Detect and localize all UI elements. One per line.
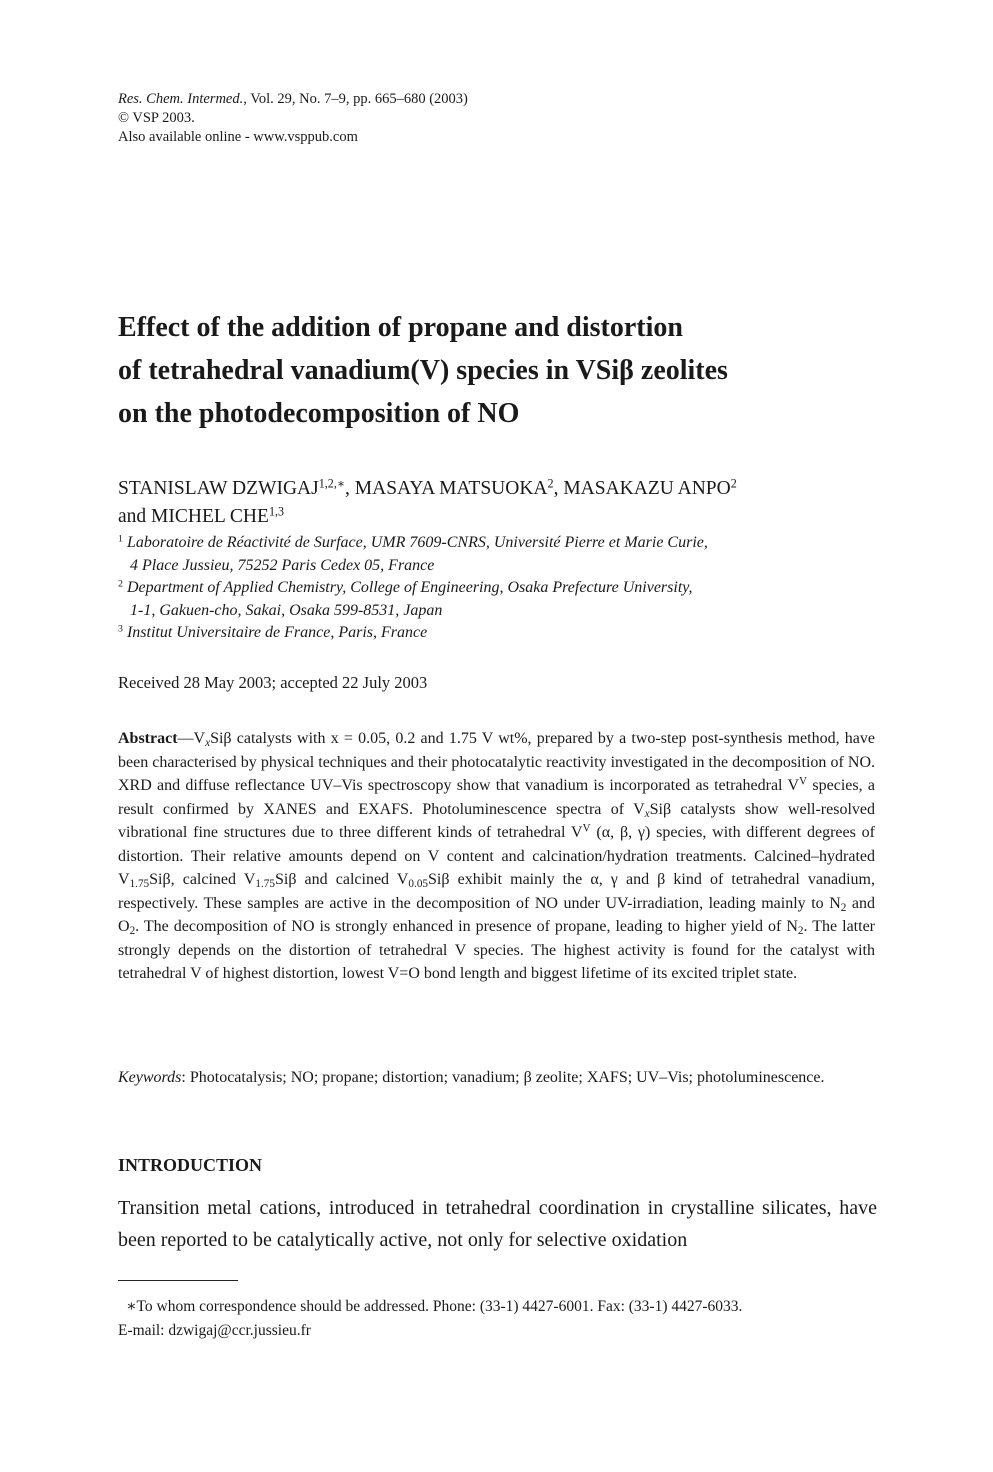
keywords-label: Keywords [118, 1069, 182, 1086]
author-name: and MICHEL CHE [118, 506, 269, 527]
footnote-divider [118, 1280, 238, 1281]
received-date: Received 28 May 2003; accepted 22 July 2003 [118, 673, 428, 692]
affiliation-2: $^2$ Department of Applied Chemistry, College of Engineering, Osaka Prefecture University, 1-1, Gakuen-cho, Sakai, Osaka 599-8531, Japan [118, 578, 693, 619]
keywords: Keywords: Photocatalysis; NO; propane; distortion; vanadium; β zeolite; XAFS; UV–Vis; photoluminescence. [118, 1069, 825, 1086]
author-affil-ref: 1,2,∗ [318, 476, 346, 491]
paper-title [118, 306, 878, 435]
title-line-2: of tetrahedral vanadium(V) species in VSiβ zeolites [118, 355, 728, 386]
copyright-line: © VSP 2003. [118, 110, 195, 126]
affiliations [118, 532, 878, 645]
section-heading-introduction: INTRODUCTION [118, 1155, 263, 1175]
affiliation-3: $^3$ Institut Universitaire de France, Paris, France [118, 623, 428, 641]
journal-citation: Res. Chem. Intermed., Vol. 29, No. 7–9, pp. 665–680 (2003) [118, 91, 468, 107]
author-name: STANISLAW DZWIGAJ [118, 478, 319, 499]
abstract-label: Abstract [118, 730, 178, 747]
online-line: Also available online - www.vsppub.com [118, 129, 358, 145]
footnote-email: E-mail: dzwigaj@ccr.jussieu.fr [118, 1322, 311, 1339]
author-name: , MASAKAZU ANPO [553, 478, 731, 499]
footnote-line-1: ∗To whom correspondence should be addressed. Phone: (33-1) 4427-6001. Fax: (33-1) 4427-6033. [126, 1298, 743, 1315]
affiliation-1: $^1$ Laboratoire de Réactivité de Surface, UMR 7609-CNRS, Université Pierre et Marie Curie, 4 Place Jussieu, 75252 Paris Cedex 05, France [118, 533, 708, 574]
introduction-paragraph: Transition metal cations, introduced in tetrahedral coordination in crystalline silicates, have been reported to be catalytically active, not only for selective oxidation [118, 1197, 877, 1251]
title-line-1: Effect of the addition of propane and distortion [118, 312, 683, 343]
journal-header [118, 90, 468, 147]
author-list [118, 475, 878, 531]
author-affil-ref: 2 [547, 476, 554, 491]
author-affil-ref: 2 [730, 476, 737, 491]
footnote [118, 1295, 878, 1343]
author-affil-ref: 1,3 [268, 504, 285, 519]
author-name: , MASAYA MATSUOKA [345, 478, 548, 499]
abstract: $Abstract—V_xSi\beta$ catalysts with x = 0.05, 0.2 and 1.75 V wt%, prepared by a two-step post-synthesis method, have been characterised by physical techniques and their photocatalytic reactivity investigated in the decomposition of NO. XRD and diffuse reflectance UV–Vis spectroscopy show that vanadium is incorporated as tetrahedral $V^V$ species, a result confirmed by XANES and EXAFS. Photoluminescence spectra of $V_xSi\beta$ catalysts show well-resolved vibrational fine structures due to three different kinds of tetrahedral $V^V$ (α, β, γ) species, with different degrees of distortion. Their relative amounts depend on V content and calcination/hydration treatments. Calcined–hydrated $V_{1.75}Si\beta$, calcined $V_{1.75}Si\beta$ and calcined $V_{0.05}Si\beta$ exhibit mainly the α, γ and β kind of tetrahedral vanadium, respectively. These samples are active in the decomposition of NO under UV-irradiation, leading mainly to $N_2$ and $O_2$. The decomposition of NO is strongly enhanced in presence of propane, leading to higher yield of $N_2$. The latter strongly depends on the distortion of tetrahedral V species. The highest activity is found for the catalyst with tetrahedral V of highest distortion, lowest V=O bond length and biggest lifetime of its excited triplet state. [118, 730, 876, 982]
title-line-3: on the photodecomposition of NO [118, 398, 520, 429]
